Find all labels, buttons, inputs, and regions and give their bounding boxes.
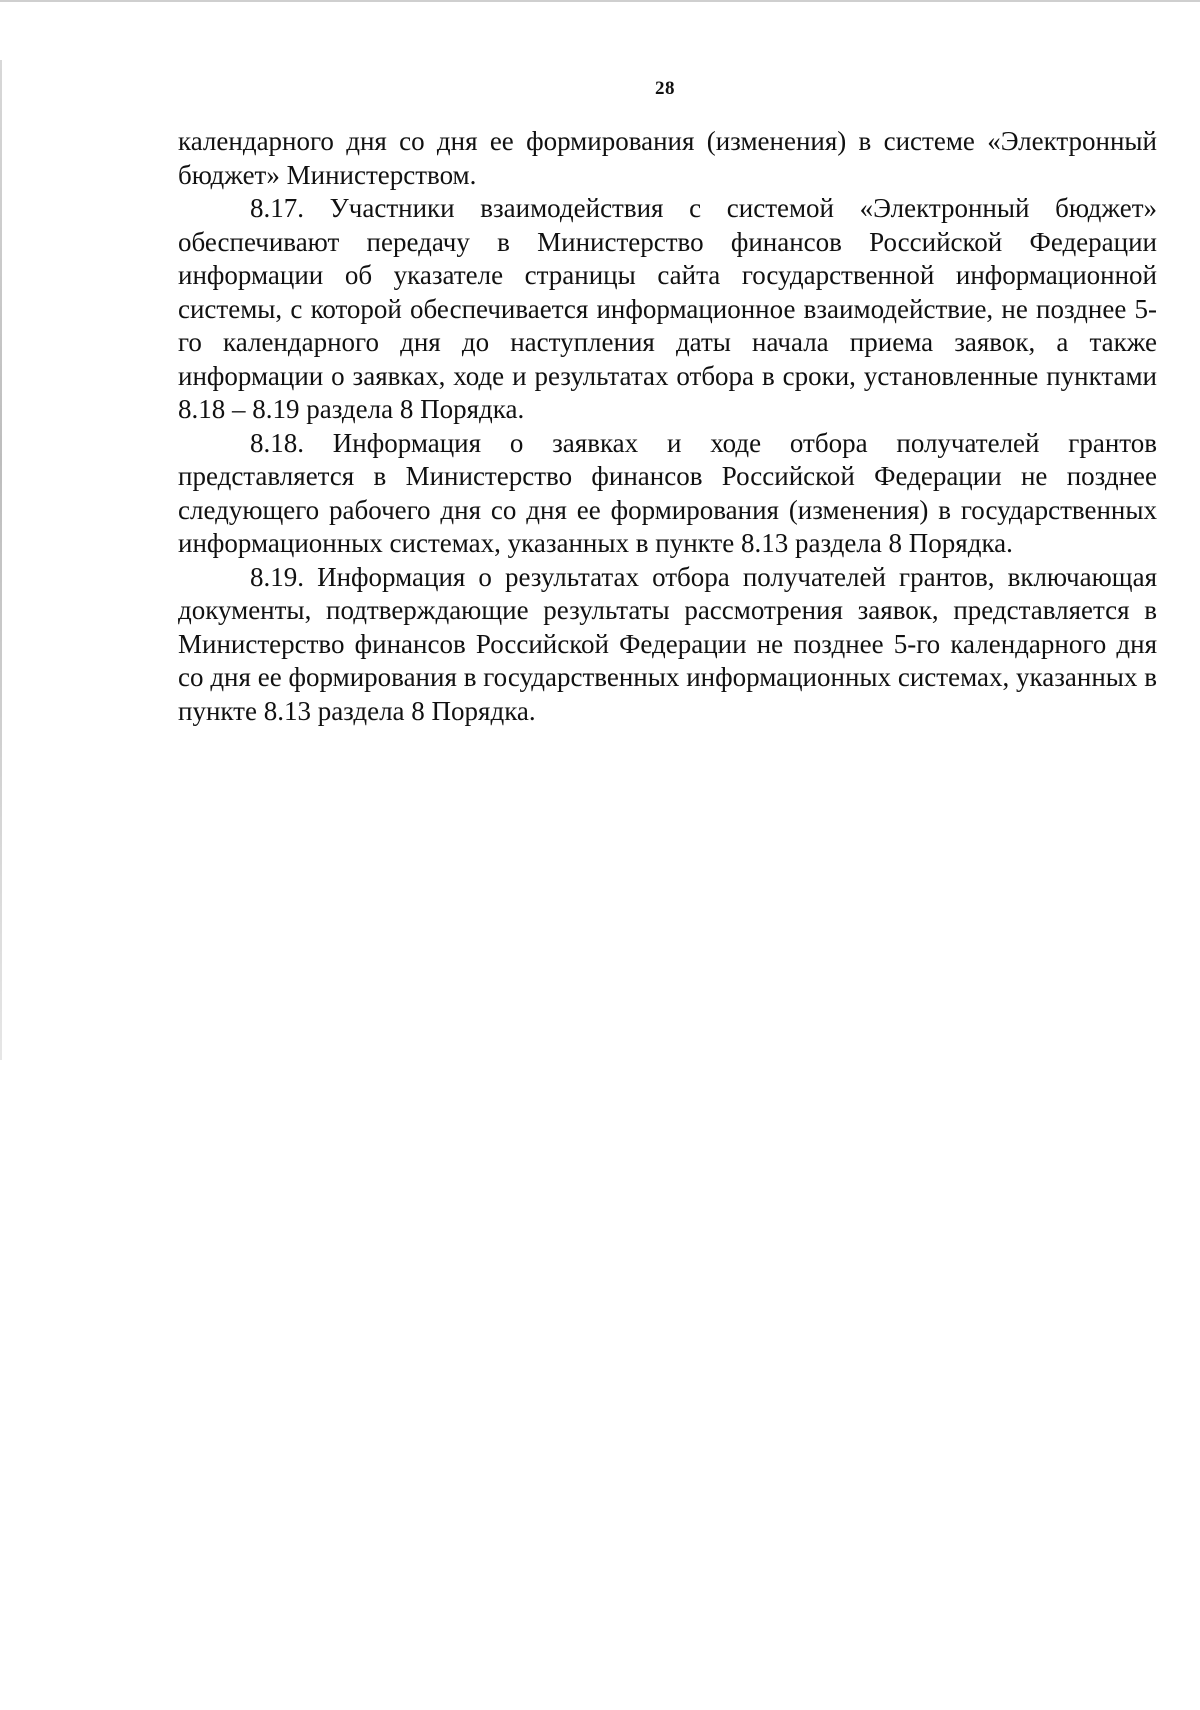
scan-edge-left [0,60,2,1060]
document-body [178,125,1157,728]
paragraph-8-18: 8.18. Информация о заявках и ходе отбора получателей грантов представляется в Министерство финансов Российской Федерации не позднее следующего рабочего дня со дня ее формирования (изменения) в государственных информационных системах, указанных в пункте 8.13 раздела 8 Порядка. [178,427,1157,558]
page-number: 28 [655,78,675,99]
scan-edge-top [0,0,1200,2]
paragraph-8-19: 8.19. Информация о результатах отбора получателей грантов, включающая документы, подтверждающие результаты рассмотрения заявок, представляется в Министерство финансов Российской Федерации не позднее 5-го календарного дня со дня ее формирования в государственных информационных системах, указанных в пункте 8.13 раздела 8 Порядка. [178,561,1157,726]
paragraph-continuation: календарного дня со дня ее формирования (изменения) в системе «Электронный бюджет» Министерством. [178,126,1157,190]
paragraph-8-17: 8.17. Участники взаимодействия с системой «Электронный бюджет» обеспечивают передачу в Министерство финансов Российской Федерации информации об указателе страницы сайта государственной информационной системы, с которой обеспечивается информационное взаимодействие, не позднее 5-го календарного дня до наступления даты начала приема заявок, а также информации о заявках, ходе и результатах отбора в сроки, установленные пунктами 8.18 – 8.19 раздела 8 Порядка. [178,193,1157,424]
